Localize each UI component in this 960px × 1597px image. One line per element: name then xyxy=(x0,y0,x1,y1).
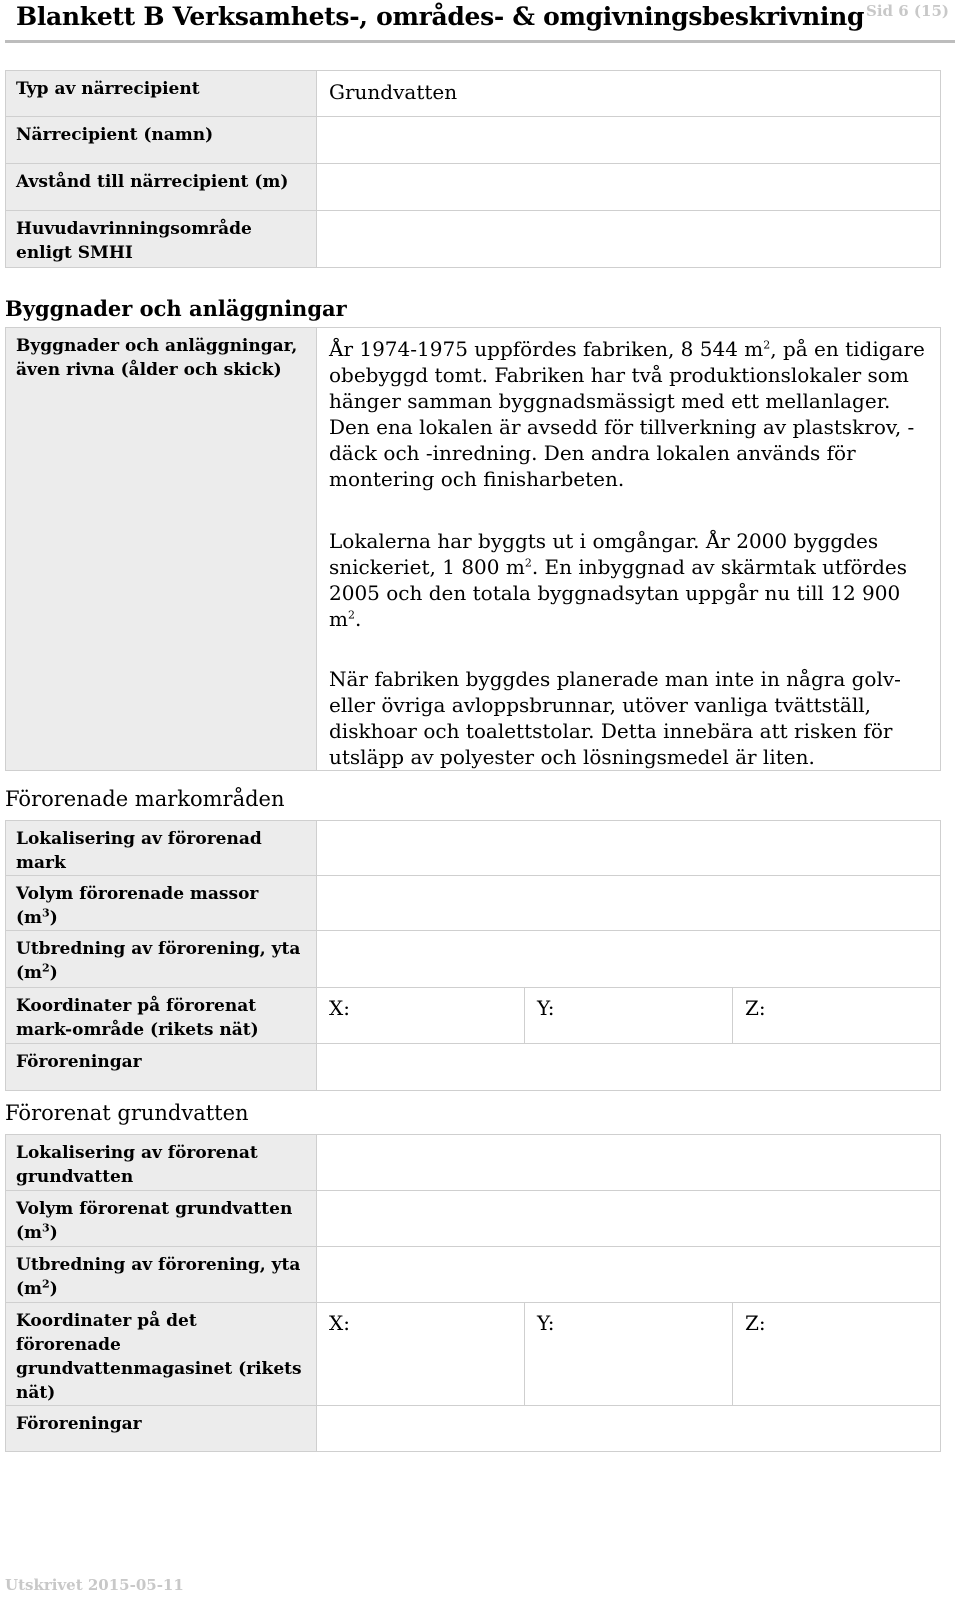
ground-location-value[interactable] xyxy=(317,821,941,876)
recipient-type-label: Typ av närrecipient xyxy=(6,71,317,117)
recipient-type-value[interactable]: Grundvatten xyxy=(317,71,941,117)
buildings-table xyxy=(5,327,941,771)
ground-coord-y[interactable]: Y: xyxy=(525,988,733,1044)
ground-coords-label: Koordinater på förorenat mark-område (rikets nät) xyxy=(6,988,317,1044)
groundwater-volume-value[interactable] xyxy=(317,1191,941,1247)
recipient-distance-label: Avstånd till närrecipient (m) xyxy=(6,164,317,211)
ground-location-label: Lokalisering av förorenad mark xyxy=(6,821,317,876)
recipient-name-value[interactable] xyxy=(317,117,941,164)
drainage-basin-value[interactable] xyxy=(317,211,941,268)
groundwater-pollutants-value[interactable] xyxy=(317,1406,941,1452)
table-row xyxy=(6,328,941,771)
table-row xyxy=(6,1247,941,1303)
groundwater-spread-value[interactable] xyxy=(317,1247,941,1303)
page-number: Sid 6 (15) xyxy=(866,2,949,20)
table-row xyxy=(6,1406,941,1452)
table-row xyxy=(6,988,941,1044)
recipient-distance-value[interactable] xyxy=(317,164,941,211)
drainage-basin-label: Huvudavrinningsområde enligt SMHI xyxy=(6,211,317,268)
ground-pollutants-label: Föroreningar xyxy=(6,1044,317,1091)
document-title: Blankett B Verksamhets-, områdes- & omgivningsbeskrivning xyxy=(16,2,865,31)
groundwater-volume-label: Volym förorenat grundvatten $(m^3)$ xyxy=(6,1191,317,1247)
groundwater-location-label: Lokalisering av förorenat grundvatten xyxy=(6,1135,317,1191)
table-row xyxy=(6,1135,941,1191)
buildings-paragraph-2: Lokalerna har byggts ut i omgångar. År 2000 byggdes snickeriet, 1 800 $m^2$. En inbyggnad av skärmtak utfördes 2005 och den totala byggnadsytan uppgår nu till 12 900 $m^2$. xyxy=(329,529,908,631)
contaminated-groundwater-table xyxy=(5,1134,941,1452)
recipient-table xyxy=(5,70,941,268)
table-row xyxy=(6,876,941,931)
recipient-name-label: Närrecipient (namn) xyxy=(6,117,317,164)
buildings-paragraph-1: År 1974-1975 uppfördes fabriken, 8 544 $m^2$, på en tidigare obebyggd tomt. Fabriken har två produktionslokaler som hänger samman byggnadsmässigt med ett mellanlager. Den ena lokalen är avsedd för tillverkning av plastskrov, -däck och -inredning. Den andra lokalen används för montering och finisharbeten. xyxy=(329,337,925,491)
table-row xyxy=(6,164,941,211)
print-date-footer: Utskrivet 2015-05-11 xyxy=(5,1576,184,1594)
buildings-description[interactable] xyxy=(317,328,941,771)
buildings-heading: Byggnader och anläggningar xyxy=(5,296,347,321)
ground-pollutants-value[interactable] xyxy=(317,1044,941,1091)
ground-heading: Förorenade markområden xyxy=(5,787,285,811)
table-row xyxy=(6,1191,941,1247)
groundwater-spread-label: Utbredning av förorening, yta $(m^2)$ xyxy=(6,1247,317,1303)
ground-coord-x[interactable]: X: xyxy=(317,988,525,1044)
table-row xyxy=(6,1303,941,1406)
ground-volume-value[interactable] xyxy=(317,876,941,931)
groundwater-coord-x[interactable]: X: xyxy=(317,1303,525,1406)
groundwater-pollutants-label: Föroreningar xyxy=(6,1406,317,1452)
ground-coord-z[interactable]: Z: xyxy=(733,988,941,1044)
table-row xyxy=(6,71,941,117)
table-row xyxy=(6,211,941,268)
groundwater-coord-y[interactable]: Y: xyxy=(525,1303,733,1406)
groundwater-coords-label: Koordinater på det förorenade grundvattenmagasinet (rikets nät) xyxy=(6,1303,317,1406)
groundwater-location-value[interactable] xyxy=(317,1135,941,1191)
ground-spread-value[interactable] xyxy=(317,931,941,988)
ground-volume-label: Volym förorenade massor $(m^3)$ xyxy=(6,876,317,931)
contaminated-ground-table xyxy=(5,820,941,1091)
table-row xyxy=(6,1044,941,1091)
groundwater-heading: Förorenat grundvatten xyxy=(5,1101,249,1125)
table-row xyxy=(6,821,941,876)
table-row xyxy=(6,931,941,988)
groundwater-coord-z[interactable]: Z: xyxy=(733,1303,941,1406)
table-row xyxy=(6,117,941,164)
page-header xyxy=(5,0,955,43)
ground-spread-label: Utbredning av förorening, yta $(m^2)$ xyxy=(6,931,317,988)
buildings-label: Byggnader och anläggningar, även rivna (ålder och skick) xyxy=(6,328,317,771)
buildings-paragraph-3: När fabriken byggdes planerade man inte in några golv- eller övriga avloppsbrunnar, utöver vanliga tvättställ, diskhoar och toalettstolar. Detta innebära att risken för utsläpp av polyester och lösningsmedel är liten. xyxy=(329,667,901,769)
